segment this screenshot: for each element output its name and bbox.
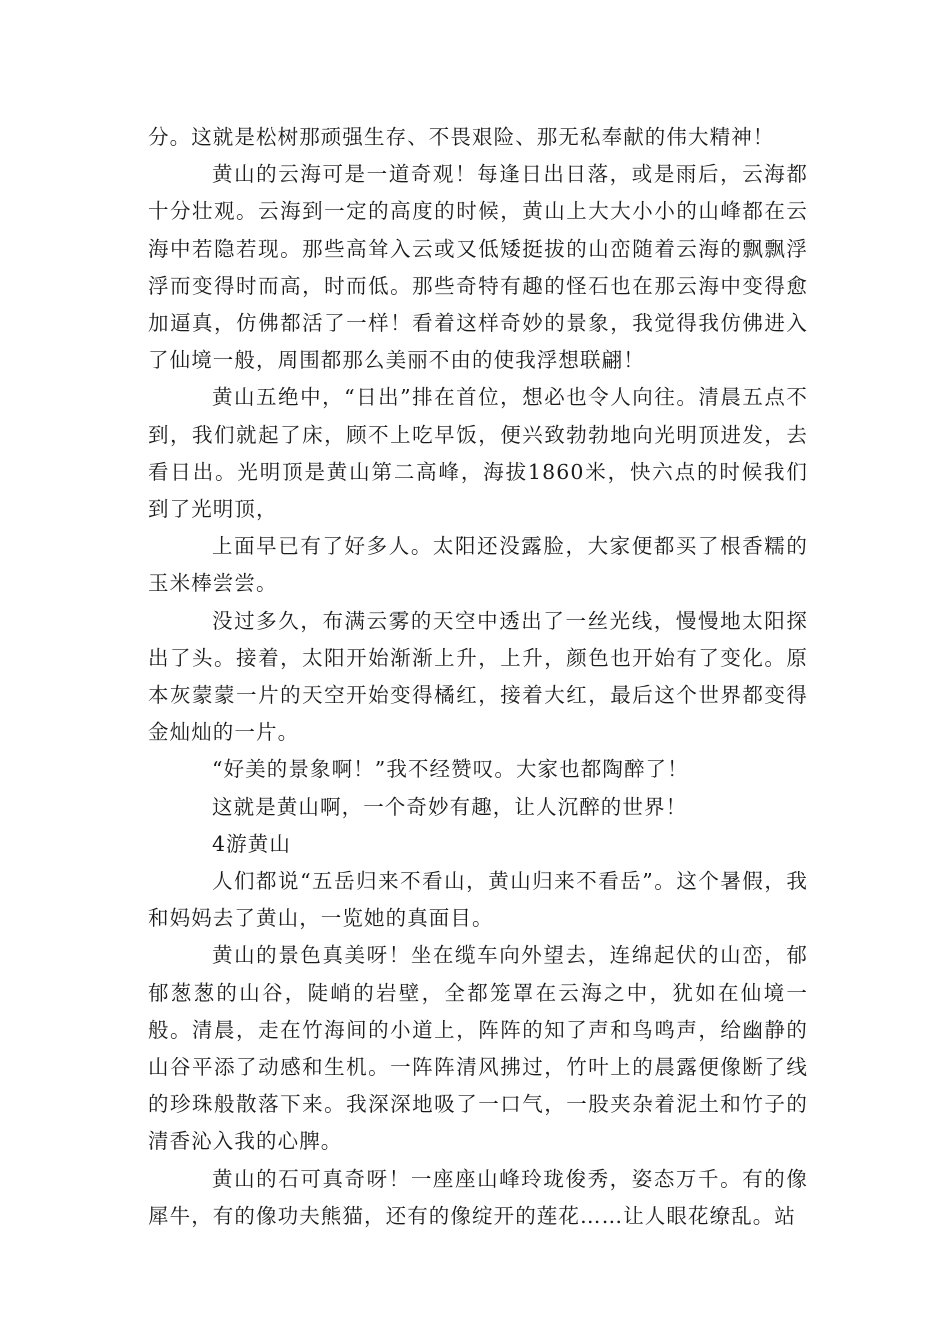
paragraph-crowd: 上面早已有了好多人。太阳还没露脸，大家便都买了根香糯的玉米棒尝尝。 bbox=[148, 534, 808, 596]
section-heading: 4游黄山 bbox=[212, 831, 291, 856]
paragraph-sunrise: 没过多久，布满云雾的天空中透出了一丝光线，慢慢地太阳探出了头。接着，太阳开始渐渐上升，上升，颜色也开始有了变化。原本灰蒙蒙一片的天空开始变得橘红，接着大红，最后这个世界都变得金灿灿的一片。 bbox=[148, 608, 808, 745]
paragraph-rocks: 黄山的石可真奇呀！一座座山峰玲珑俊秀，姿态万千。有的像犀牛，有的像功夫熊猫，还有的像绽开的莲花……让人眼花缭乱。站 bbox=[148, 1166, 808, 1228]
paragraph-continuation: 分。这就是松树那顽强生存、不畏艰险、那无私奉献的伟大精神！ bbox=[148, 125, 775, 149]
document-page bbox=[148, 119, 808, 1235]
paragraph-sea-of-clouds: 黄山的云海可是一道奇观！每逢日出日落，或是雨后，云海都十分壮观。云海到一定的高度的时候，黄山上大大小小的山峰都在云海中若隐若现。那些高耸入云或又低矮挺拔的山峦随着云海的飘飘浮浮而变得时而高，时而低。那些奇特有趣的怪石也在那云海中变得愈加逼真，仿佛都活了一样！看着这样奇妙的景象，我觉得我仿佛进入了仙境一般，周围都那么美丽不由的使我浮想联翩！ bbox=[148, 162, 808, 373]
paragraph-exclaim: “好美的景象啊！”我不经赞叹。大家也都陶醉了！ bbox=[212, 757, 689, 782]
paragraph-sunrise-intro: 黄山五绝中，“日出”排在首位，想必也令人向往。清晨五点不到，我们就起了床，顾不上吃早饭，便兴致勃勃地向光明顶进发，去看日出。光明顶是黄山第二高峰，海拔1860米，快六点的时候我们到了光明顶， bbox=[148, 385, 808, 522]
paragraph-intro: 人们都说“五岳归来不看山，黄山归来不看岳”。这个暑假，我和妈妈去了黄山，一览她的真面目。 bbox=[148, 869, 808, 931]
paragraph-conclusion: 这就是黄山啊，一个奇妙有趣，让人沉醉的世界！ bbox=[212, 794, 688, 819]
paragraph-scenery: 黄山的景色真美呀！坐在缆车向外望去，连绵起伏的山峦，郁郁葱葱的山谷，陡峭的岩壁，全都笼罩在云海之中，犹如在仙境一般。清晨，走在竹海间的小道上，阵阵的知了声和鸟鸣声，给幽静的山谷平添了动感和生机。一阵阵清风拂过，竹叶上的晨露便像断了线的珍珠般散落下来。我深深地吸了一口气，一股夹杂着泥土和竹子的清香沁入我的心脾。 bbox=[148, 943, 808, 1154]
